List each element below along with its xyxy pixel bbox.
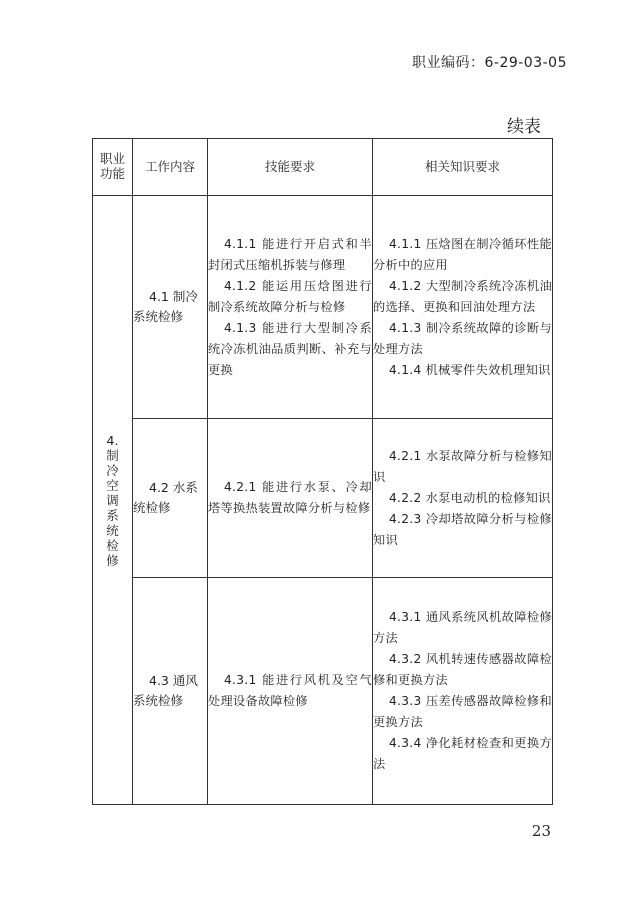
continued-table-label: 续表	[507, 117, 541, 137]
skills-cell	[208, 419, 373, 578]
skills-cell	[208, 578, 373, 805]
knowledge-item: 4.3.4 净化耗材检查和更换方法	[373, 736, 552, 771]
knowledge-item: 4.1.3 制冷系统故障的诊断与处理方法	[373, 320, 552, 356]
page-number: 23	[531, 822, 551, 840]
function-label: 4.制冷空调系统检修	[106, 432, 119, 568]
knowledge-item: 4.2.2 水泵电动机的检修知识	[389, 490, 551, 505]
column-header-work-content: 工作内容	[133, 139, 208, 196]
knowledge-cell	[373, 578, 553, 805]
table-row	[93, 196, 553, 419]
skill-item: 4.3.1 能进行风机及空气处理设备故障检修	[208, 673, 372, 708]
table-row	[93, 419, 553, 578]
table-header-row	[93, 139, 553, 196]
skills-requirement-table	[92, 138, 553, 805]
knowledge-item: 4.2.3 冷却塔故障分析与检修知识	[373, 511, 552, 547]
column-header-function: 职业功能	[93, 139, 133, 196]
table-row	[93, 578, 553, 805]
knowledge-cell	[373, 419, 553, 578]
knowledge-item: 4.1.2 大型制冷系统冷冻机油的选择、更换和回油处理方法	[373, 278, 552, 314]
knowledge-item: 4.1.4 机械零件失效机理知识	[389, 362, 551, 377]
knowledge-item: 4.3.2 风机转速传感器故障检修和更换方法	[373, 652, 552, 687]
work-content-cell: 4.1 制冷系统检修	[133, 196, 208, 419]
function-cell	[93, 196, 133, 805]
skill-item: 4.1.2 能运用压焓图进行制冷系统故障分析与检修	[208, 278, 372, 314]
skill-item: 4.2.1 能进行水泵、冷却塔等换热装置故障分析与检修	[208, 480, 372, 515]
work-content-cell: 4.3 通风系统检修	[133, 578, 208, 805]
knowledge-item: 4.2.1 水泵故障分析与检修知识	[373, 448, 552, 484]
skills-cell	[208, 196, 373, 419]
column-header-knowledge: 相关知识要求	[373, 139, 553, 196]
work-content-cell: 4.2 水系统检修	[133, 419, 208, 578]
knowledge-cell	[373, 196, 553, 419]
skill-item: 4.1.3 能进行大型制冷系统冷冻机油品质判断、补充与更换	[208, 320, 372, 377]
knowledge-item: 4.3.3 压差传感器故障检修和更换方法	[373, 694, 552, 729]
occupation-code: 职业编码：6-29-03-05	[411, 55, 567, 71]
knowledge-item: 4.1.1 压焓图在制冷循环性能分析中的应用	[373, 236, 552, 272]
knowledge-item: 4.3.1 通风系统风机故障检修方法	[373, 610, 552, 645]
skill-item: 4.1.1 能进行开启式和半封闭式压缩机拆装与修理	[208, 236, 372, 272]
column-header-skills: 技能要求	[208, 139, 373, 196]
